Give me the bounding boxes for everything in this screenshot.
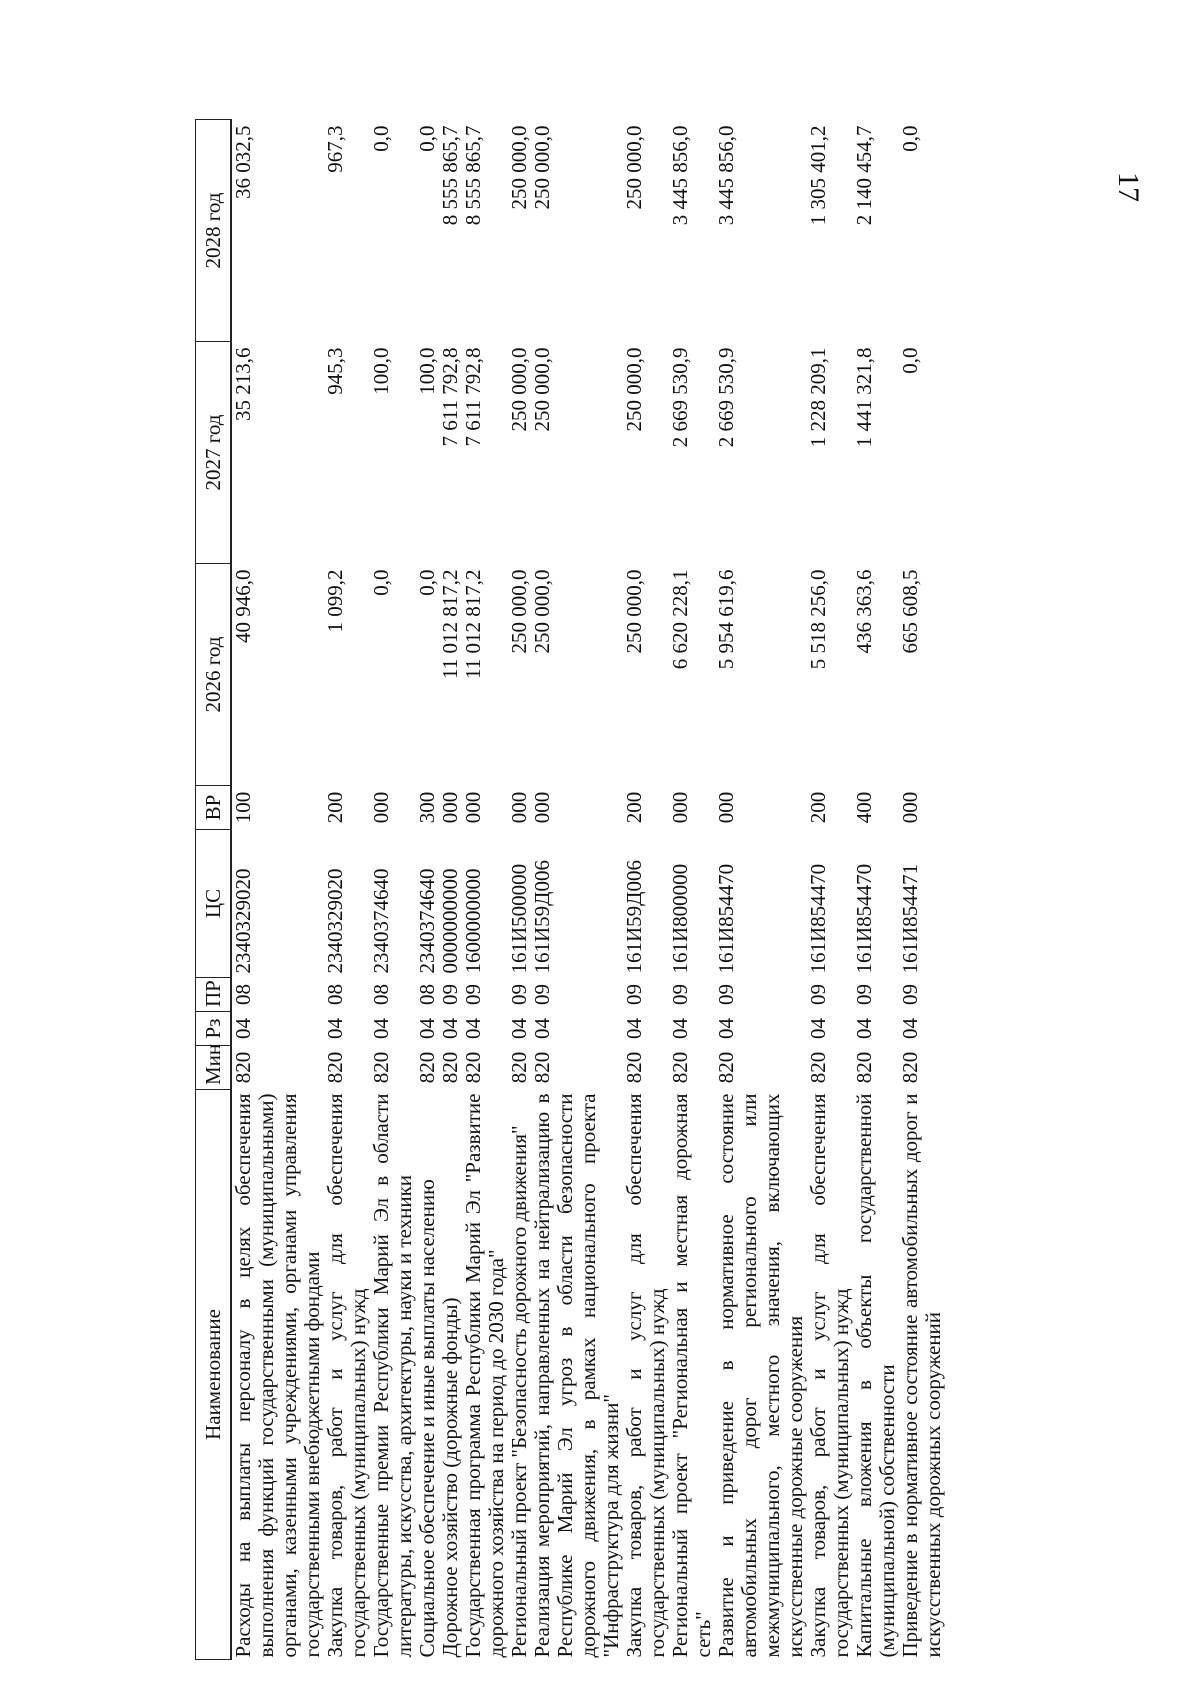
row-value-2028: 8 555 865,7: [461, 125, 485, 226]
row-value-2028: 3 445 856,0: [714, 125, 738, 226]
row-value-2026: 250 000,0: [622, 569, 646, 654]
table-row: [623, 120, 669, 1660]
row-value-2026: 250 000,0: [530, 569, 554, 654]
row-name: Государственная программа Республики Марий Эл "Развитие дорожного хозяйства на период до 2030 года": [461, 1093, 508, 1658]
row-vr: 000: [369, 791, 393, 824]
header-cs: ЦС: [196, 830, 232, 978]
row-min: 820: [369, 1051, 393, 1084]
row-value-2027: 100,0: [415, 347, 439, 395]
row-value-2028: 36 032,5: [231, 125, 255, 199]
row-pr: 08: [231, 984, 255, 1005]
row-vr: 000: [461, 791, 485, 824]
row-cs: 2340329020: [231, 868, 255, 974]
row-value-2026: 1 099,2: [323, 569, 347, 633]
row-cs: 2340374640: [415, 868, 439, 974]
row-pr: 09: [438, 984, 462, 1005]
row-cs: 161И800000: [668, 863, 692, 974]
row-cs: 0000000000: [438, 868, 462, 974]
row-rz: 04: [369, 1018, 393, 1039]
row-value-2028: 0,0: [898, 125, 922, 152]
table-row: [807, 120, 853, 1660]
row-value-2026: 250 000,0: [507, 569, 531, 654]
row-min: 820: [507, 1051, 531, 1084]
row-rz: 04: [415, 1018, 439, 1039]
row-name: Закупка товаров, работ и услуг для обеспечения государственных (муниципальных) нужд: [806, 1093, 853, 1658]
row-min: 820: [668, 1051, 692, 1084]
row-cs: 2340374640: [369, 868, 393, 974]
row-value-2026: 665 608,5: [898, 569, 922, 654]
row-cs: 161И854471: [898, 863, 922, 974]
row-pr: 09: [806, 984, 830, 1005]
row-rz: 04: [530, 1018, 554, 1039]
row-min: 820: [806, 1051, 830, 1084]
table-row: [899, 120, 945, 1660]
row-min: 820: [852, 1051, 876, 1084]
row-name: Реализация мероприятий, направленных на нейтрализацию в Республике Марий Эл угроз в области безопасности дорожного движения, в рамках национального проекта "Инфраструктура для жизни": [530, 1093, 623, 1658]
row-value-2027: 7 611 792,8: [438, 347, 462, 447]
row-name: Закупка товаров, работ и услуг для обеспечения государственных (муниципальных) нужд: [323, 1093, 370, 1658]
row-min: 820: [231, 1051, 255, 1084]
row-cs: 1600000000: [461, 868, 485, 974]
row-value-2028: 0,0: [415, 125, 439, 152]
row-value-2026: 11 012 817,2: [461, 569, 485, 679]
row-rz: 04: [231, 1018, 255, 1039]
rotated-page: [195, 120, 1200, 1660]
row-value-2026: 5 518 256,0: [806, 569, 830, 670]
row-min: 820: [323, 1051, 347, 1084]
row-pr: 09: [461, 984, 485, 1005]
row-value-2028: 2 140 454,7: [852, 125, 876, 226]
row-rz: 04: [668, 1018, 692, 1039]
row-rz: 04: [622, 1018, 646, 1039]
row-vr: 000: [438, 791, 462, 824]
header-rz: Рз: [196, 1012, 232, 1046]
row-value-2028: 250 000,0: [507, 125, 531, 210]
table-row: [853, 120, 899, 1660]
row-value-2028: 967,3: [323, 125, 347, 173]
table-row: [439, 120, 462, 1660]
row-name: Региональный проект "Безопасность дорожного движения": [507, 1125, 531, 1658]
row-pr: 09: [507, 984, 531, 1005]
row-value-2026: 11 012 817,2: [438, 569, 462, 679]
row-min: 820: [530, 1051, 554, 1084]
row-value-2027: 2 669 530,9: [714, 347, 738, 448]
row-min: 820: [415, 1051, 439, 1084]
row-min: 820: [714, 1051, 738, 1084]
row-value-2027: 1 228 209,1: [806, 347, 830, 448]
row-rz: 04: [714, 1018, 738, 1039]
row-name: Капитальные вложения в объекты государственной (муниципальной) собственности: [852, 1093, 899, 1658]
page-number: 17: [1112, 172, 1145, 202]
row-min: 820: [622, 1051, 646, 1084]
row-rz: 04: [806, 1018, 830, 1039]
row-value-2027: 250 000,0: [530, 347, 554, 432]
table-row: [231, 120, 324, 1660]
row-value-2027: 0,0: [898, 347, 922, 374]
row-value-2026: 40 946,0: [231, 569, 255, 643]
row-cs: 161И854470: [714, 863, 738, 974]
row-pr: 08: [323, 984, 347, 1005]
row-pr: 09: [668, 984, 692, 1005]
row-value-2026: 0,0: [369, 569, 393, 596]
row-min: 820: [461, 1051, 485, 1084]
header-2026: 2026 год: [196, 564, 232, 786]
row-value-2027: 35 213,6: [231, 347, 255, 421]
row-value-2027: 7 611 792,8: [461, 347, 485, 447]
row-name: Региональный проект "Региональная и местная дорожная сеть": [668, 1093, 715, 1658]
row-value-2026: 6 620 228,1: [668, 569, 692, 670]
table-row: [508, 120, 531, 1660]
row-pr: 08: [415, 984, 439, 1005]
table-row: [531, 120, 623, 1660]
row-value-2028: 250 000,0: [530, 125, 554, 210]
row-rz: 04: [323, 1018, 347, 1039]
table-row: [715, 120, 807, 1660]
row-name: Развитие и приведение в нормативное состояние автомобильных дорог регионального или межмуниципального, местного значения, включающих искусственные дорожные сооружения: [714, 1093, 807, 1658]
row-vr: 200: [323, 791, 347, 824]
table-row: [416, 120, 439, 1660]
row-cs: 161И500000: [507, 863, 531, 974]
row-name: Приведение в нормативное состояние автомобильных дорог и искусственных дорожных сооружений: [898, 1093, 945, 1658]
row-pr: 09: [714, 984, 738, 1005]
row-min: 820: [438, 1051, 462, 1084]
budget-table: [195, 119, 945, 1660]
row-value-2027: 1 441 321,8: [852, 347, 876, 448]
row-value-2028: 8 555 865,7: [438, 125, 462, 226]
row-cs: 161И59Д006: [530, 860, 554, 974]
row-value-2028: 1 305 401,2: [806, 125, 830, 226]
row-rz: 04: [898, 1018, 922, 1039]
row-rz: 04: [507, 1018, 531, 1039]
header-name: Наименование: [196, 1090, 232, 1660]
row-cs: 161И59Д006: [622, 860, 646, 974]
row-min: 820: [898, 1051, 922, 1084]
row-value-2026: 5 954 619,6: [714, 569, 738, 670]
header-2027: 2027 год: [196, 342, 232, 564]
row-value-2027: 250 000,0: [622, 347, 646, 432]
row-vr: 100: [231, 791, 255, 824]
row-vr: 000: [507, 791, 531, 824]
row-cs: 2340329020: [323, 868, 347, 974]
row-name: Государственные премии Республики Марий Эл в области литературы, искусства, архитектуры, науки и техники: [369, 1093, 416, 1658]
row-vr: 000: [714, 791, 738, 824]
row-name: Расходы на выплаты персоналу в целях обеспечения выполнения функций государственными (муниципальными) органами, казенными учреждениями, органами управления государственными внебюджетными фондами: [231, 1093, 324, 1658]
header-pr: ПР: [196, 978, 232, 1012]
row-value-2028: 3 445 856,0: [668, 125, 692, 226]
table-row: [324, 120, 370, 1660]
row-pr: 08: [369, 984, 393, 1005]
table-row: [462, 120, 508, 1660]
row-vr: 400: [852, 791, 876, 824]
header-vr: ВР: [196, 786, 232, 830]
table-body: [231, 120, 945, 1660]
row-rz: 04: [438, 1018, 462, 1039]
row-value-2026: 436 363,6: [852, 569, 876, 654]
header-2028: 2028 год: [196, 120, 232, 342]
row-value-2026: 0,0: [415, 569, 439, 596]
table-header-row: [196, 120, 232, 1660]
row-name: Социальное обеспечение и иные выплаты населению: [415, 1179, 439, 1658]
row-vr: 300: [415, 791, 439, 824]
row-cs: 161И854470: [806, 863, 830, 974]
row-value-2027: 2 669 530,9: [668, 347, 692, 448]
row-vr: 200: [806, 791, 830, 824]
row-vr: 000: [668, 791, 692, 824]
row-pr: 09: [852, 984, 876, 1005]
row-pr: 09: [622, 984, 646, 1005]
table-row: [669, 120, 715, 1660]
row-rz: 04: [461, 1018, 485, 1039]
row-value-2027: 100,0: [369, 347, 393, 395]
row-value-2028: 250 000,0: [622, 125, 646, 210]
row-name: Дорожное хозяйство (дорожные фонды): [438, 1297, 462, 1658]
row-vr: 200: [622, 791, 646, 824]
row-value-2027: 945,3: [323, 347, 347, 395]
row-name: Закупка товаров, работ и услуг для обеспечения государственных (муниципальных) нужд: [622, 1093, 669, 1658]
row-pr: 09: [898, 984, 922, 1005]
row-pr: 09: [530, 984, 554, 1005]
row-cs: 161И854470: [852, 863, 876, 974]
row-value-2028: 0,0: [369, 125, 393, 152]
table-row: [370, 120, 416, 1660]
row-vr: 000: [530, 791, 554, 824]
row-rz: 04: [852, 1018, 876, 1039]
row-value-2027: 250 000,0: [507, 347, 531, 432]
row-vr: 000: [898, 791, 922, 824]
header-min: Мин: [196, 1046, 232, 1090]
